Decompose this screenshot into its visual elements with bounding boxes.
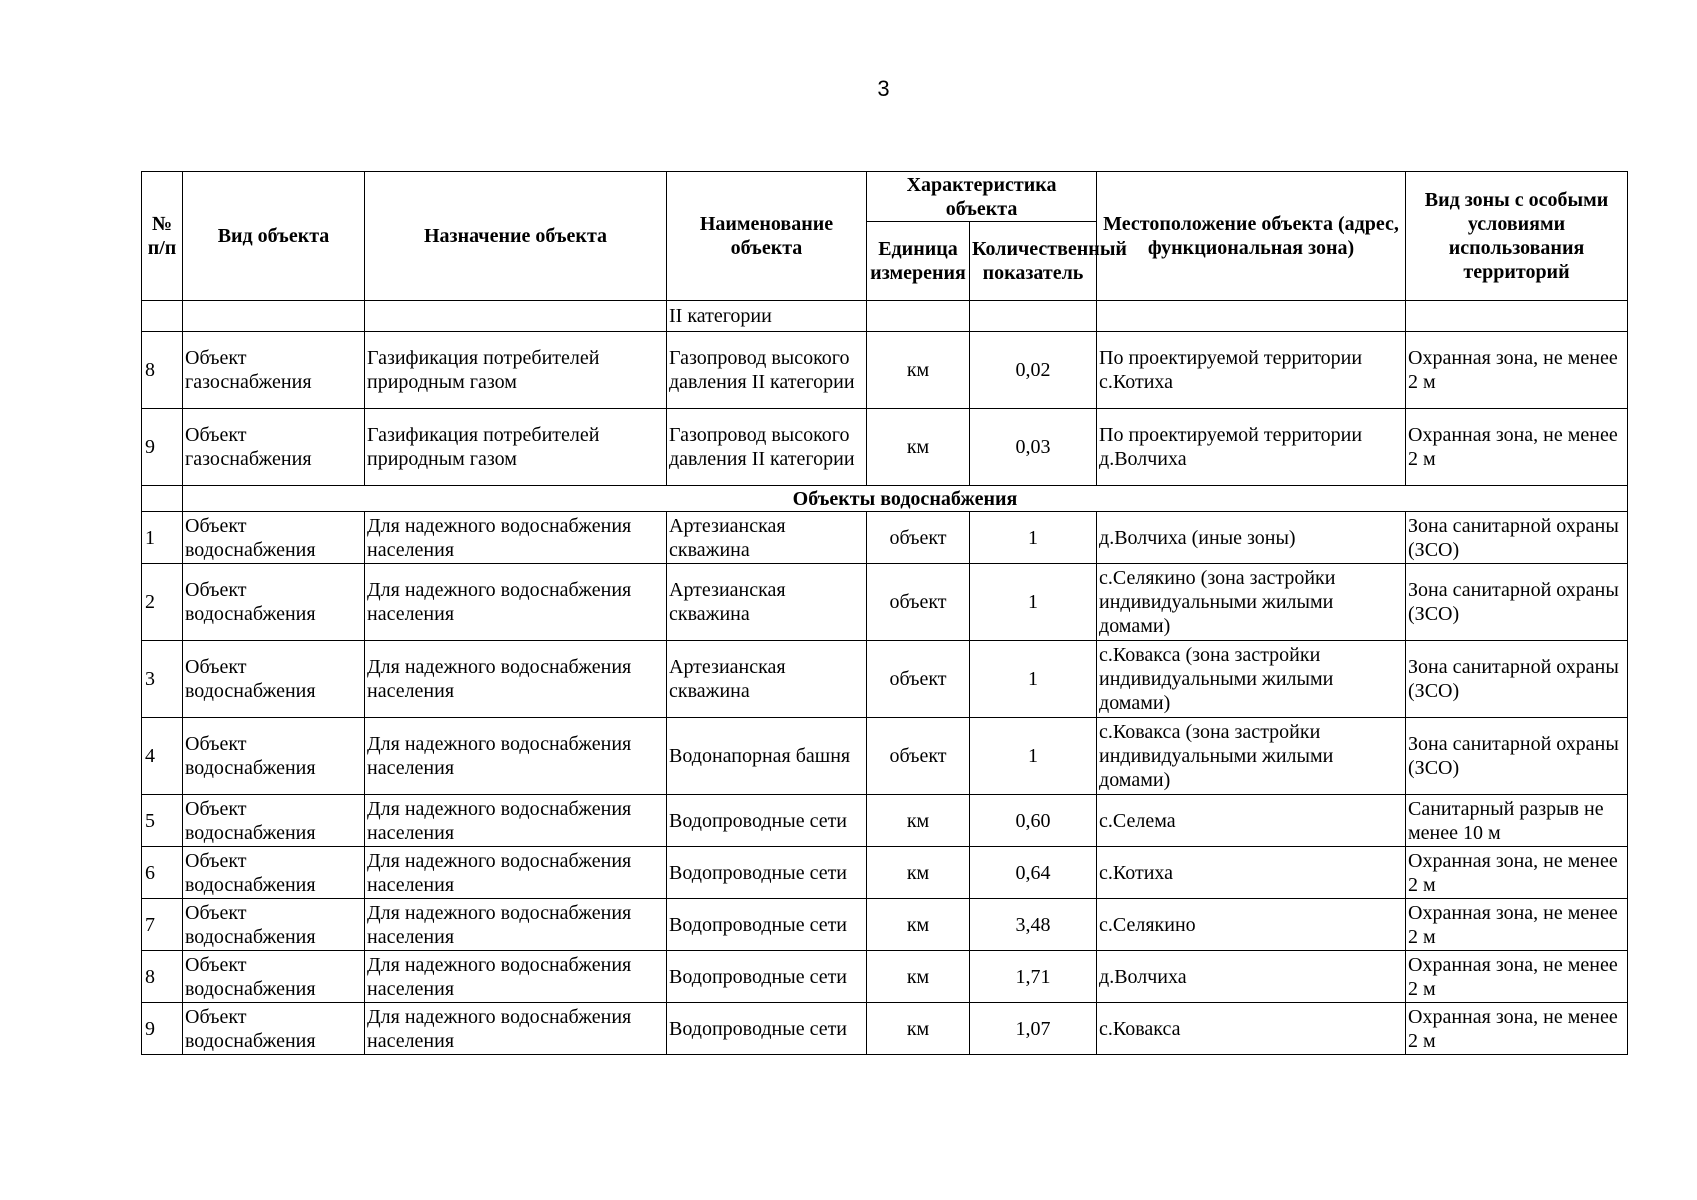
cell-num: 9 [142,1003,183,1055]
cell-unit: объект [867,718,970,795]
table-row [142,847,1628,899]
cell-num: 1 [142,512,183,564]
cell-location: По проектируемой территории д.Волчиха [1097,409,1406,486]
cell-name: Водонапорная башня [667,718,867,795]
cell-zone: Зона санитарной охраны (ЗСО) [1406,512,1628,564]
cell-num: 4 [142,718,183,795]
cell-qty: 1 [970,512,1097,564]
header-purpose: Назначение объекта [365,172,667,301]
cell-name: II категории [667,301,867,332]
cell-zone: Зона санитарной охраны (ЗСО) [1406,564,1628,641]
cell-name: Артезианская скважина [667,641,867,718]
cell-location: с.Селякино [1097,899,1406,951]
table-body [142,301,1628,1055]
table-row [142,564,1628,641]
cell-zone: Охранная зона, не менее 2 м [1406,332,1628,409]
header-name: Наименование объекта [667,172,867,301]
cell-num: 2 [142,564,183,641]
cell-location: с.Ковакса [1097,1003,1406,1055]
cell-location: с.Ковакса (зона застройки индивидуальными жилыми домами) [1097,641,1406,718]
cell-purpose: Для надежного водоснабжения населения [365,899,667,951]
cell-purpose: Для надежного водоснабжения населения [365,564,667,641]
cell-type: Объект водоснабжения [183,564,365,641]
cell-location: д.Волчиха [1097,951,1406,1003]
table-row [142,1003,1628,1055]
cell-qty: 0,64 [970,847,1097,899]
cell-type: Объект газоснабжения [183,409,365,486]
cell-qty: 3,48 [970,899,1097,951]
header-unit: Единица измерения [867,222,970,301]
cell-qty: 1 [970,564,1097,641]
cell-purpose: Для надежного водоснабжения населения [365,512,667,564]
table-row [142,332,1628,409]
cell-location: д.Волчиха (иные зоны) [1097,512,1406,564]
cell-unit: км [867,899,970,951]
cell-zone: Охранная зона, не менее 2 м [1406,951,1628,1003]
cell-purpose: Газификация потребителей природным газом [365,332,667,409]
cell-type: Объект водоснабжения [183,847,365,899]
cell-num: 6 [142,847,183,899]
cell-qty: 1 [970,641,1097,718]
cell-zone: Зона санитарной охраны (ЗСО) [1406,641,1628,718]
cell-name: Водопроводные сети [667,951,867,1003]
cell-unit: км [867,951,970,1003]
cell-name: Водопроводные сети [667,1003,867,1055]
table-row [142,795,1628,847]
section-title: Объекты водоснабжения [183,486,1628,512]
cell-unit: км [867,847,970,899]
cell-type: Объект водоснабжения [183,512,365,564]
cell-name: Артезианская скважина [667,564,867,641]
cell-type: Объект водоснабжения [183,1003,365,1055]
cell-type: Объект водоснабжения [183,718,365,795]
cell-zone: Санитарный разрыв не менее 10 м [1406,795,1628,847]
cell-purpose: Для надежного водоснабжения населения [365,847,667,899]
header-location: Местоположение объекта (адрес, функциональная зона) [1097,172,1406,301]
cell-purpose: Для надежного водоснабжения населения [365,641,667,718]
cell-unit: км [867,795,970,847]
cell-location: По проектируемой территории с.Котиха [1097,332,1406,409]
cell-type: Объект водоснабжения [183,951,365,1003]
table-row [142,718,1628,795]
cell-name: Газопровод высокого давления II категории [667,409,867,486]
cell-purpose: Для надежного водоснабжения населения [365,795,667,847]
cell-location: с.Селякино (зона застройки индивидуальными жилыми домами) [1097,564,1406,641]
cell-num: 9 [142,409,183,486]
cell-purpose: Для надежного водоснабжения населения [365,718,667,795]
cell-location: с.Селема [1097,795,1406,847]
section-row [142,486,1628,512]
cell-qty: 1 [970,718,1097,795]
cell-zone: Зона санитарной охраны (ЗСО) [1406,718,1628,795]
cell-unit: объект [867,641,970,718]
cell-type: Объект газоснабжения [183,332,365,409]
header-zone: Вид зоны с особыми условиями использования территорий [1406,172,1628,301]
page-number: 3 [877,76,890,101]
objects-table [141,171,1628,1055]
cell-unit: км [867,332,970,409]
cell-type: Объект водоснабжения [183,795,365,847]
cell-num: 7 [142,899,183,951]
cell-purpose: Газификация потребителей природным газом [365,409,667,486]
cell-num: 5 [142,795,183,847]
table-row [142,512,1628,564]
cell-qty: 0,02 [970,332,1097,409]
table-row [142,641,1628,718]
cell-location: с.Ковакса (зона застройки индивидуальными жилыми домами) [1097,718,1406,795]
table-header [142,172,1628,301]
cell-qty: 1,71 [970,951,1097,1003]
table-row [142,409,1628,486]
cell-name: Водопроводные сети [667,847,867,899]
cell-zone: Охранная зона, не менее 2 м [1406,847,1628,899]
table-row [142,951,1628,1003]
cell-name: Газопровод высокого давления II категории [667,332,867,409]
cell-zone: Охранная зона, не менее 2 м [1406,899,1628,951]
cell-qty: 1,07 [970,1003,1097,1055]
header-type: Вид объекта [183,172,365,301]
cell-qty: 0,60 [970,795,1097,847]
cell-unit: км [867,1003,970,1055]
cell-name: Водопроводные сети [667,899,867,951]
cell-name: Водопроводные сети [667,795,867,847]
cell-num: 8 [142,332,183,409]
cell-qty: 0,03 [970,409,1097,486]
cell-type: Объект водоснабжения [183,641,365,718]
cell-zone: Охранная зона, не менее 2 м [1406,1003,1628,1055]
cell-zone: Охранная зона, не менее 2 м [1406,409,1628,486]
header-num: № п/п [142,172,183,301]
header-quantity: Количественный показатель [970,222,1097,301]
cell-unit: км [867,409,970,486]
cell-name: Артезианская скважина [667,512,867,564]
cell-purpose: Для надежного водоснабжения населения [365,1003,667,1055]
cell-unit: объект [867,512,970,564]
cell-location: с.Котиха [1097,847,1406,899]
table-row [142,301,1628,332]
header-characteristics: Характеристика объекта [867,172,1097,222]
cell-type: Объект водоснабжения [183,899,365,951]
table-row [142,899,1628,951]
cell-num: 3 [142,641,183,718]
cell-num: 8 [142,951,183,1003]
cell-purpose: Для надежного водоснабжения населения [365,951,667,1003]
cell-unit: объект [867,564,970,641]
